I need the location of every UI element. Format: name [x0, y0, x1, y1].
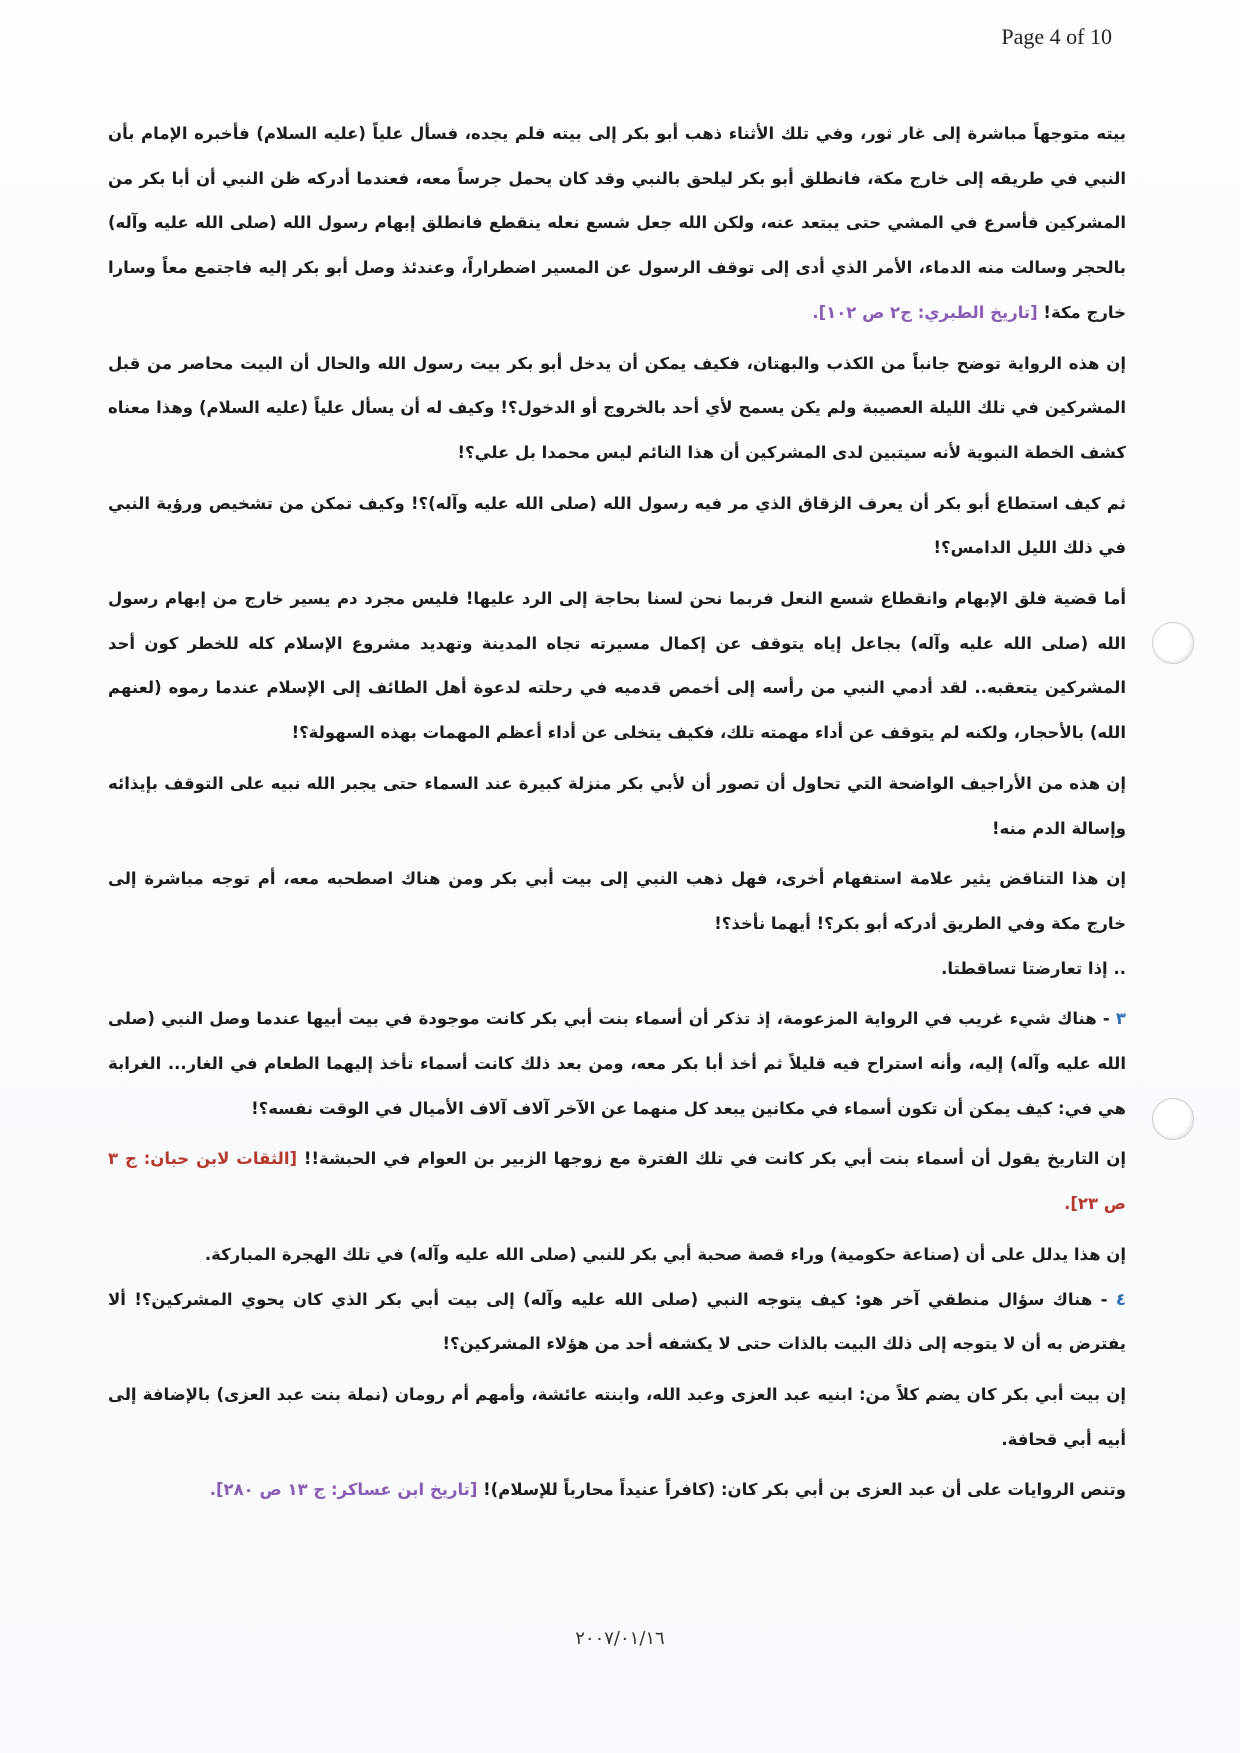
item-number: ٣ [1115, 1009, 1126, 1029]
paragraph-text: .. إذا تعارضتا تساقطتا. [941, 958, 1126, 978]
citation: [تاريخ ابن عساكر: ج ١٣ ص ٢٨٠]. [209, 1480, 478, 1500]
item-number: ٤ [1115, 1289, 1126, 1309]
punch-hole [1152, 1098, 1194, 1140]
paragraph [108, 1468, 1126, 1513]
paragraph-text: إن هذا التناقض يثير علامة استفهام أخرى، فهل ذهب النبي إلى بيت أبي بكر ومن هناك اصطحبه معه، أم توجه مباشرة إلى خارج مكة وفي الطريق أدركه أبو بكر؟! أيهما نأخذ؟! [108, 869, 1126, 933]
citation: [الثقات لابن حبان: ج ٣ ص ٢٣]. [108, 1149, 1126, 1214]
paragraph [108, 997, 1126, 1131]
paragraph-text: إن هذه من الأراجيف الواضحة التي تحاول أن تصور أن لأبي بكر منزلة كبيرة عند السماء حتى يجبر الله نبيه على التوقف بإيذائه وإسالة الدم منه! [108, 773, 1126, 838]
paragraph [108, 342, 1126, 476]
paragraph-text: أما قضية فلق الإبهام وانقطاع شسع النعل فربما نحن لسنا بحاجة إلى الرد عليها! فليس مجرد دم يسير خارج من إبهام رسول الله (صلى الله عليه وآله) بجاعل إياه يتوقف عن إكمال مسيرته تجاه المدينة وتهديد مشروع الإسلام كله للخطر كون أحد المشركين يتعقبه.. لقد أدمي النبي من رأسه إلى أخمص قدميه في رحلته لدعوة أهل الطائف إلى الإسلام عندما رموه (لعنهم الله) بالأحجار، ولكنه لم يتوقف عن أداء مهمته تلك، فكيف يتخلى عن أداء أعظم المهمات بهذه السهولة؟! [108, 589, 1126, 743]
paragraph [108, 112, 1126, 336]
paragraph [108, 762, 1126, 851]
paragraph [108, 1137, 1126, 1226]
paragraph-text: بيته متوجهاً مباشرة إلى غار ثور، وفي تلك الأثناء ذهب أبو بكر إلى بيته فلم يجده، فسأل علياً (عليه السلام) فأخبره الإمام بأن النبي في طريقه إلى خارج مكة، فانطلق أبو بكر ليلحق بالنبي وقد كان يحمل جرساً معه، فعندما أدركه ظن النبي أن أبا بكر من المشركين فأسرع في المشي حتى يبتعد عنه، ولكن الله جعل شسع نعله ينقطع فانطلق إبهام رسول الله (صلى الله عليه وآله) بالحجر وسالت منه الدماء، الأمر الذي أدى إلى توقف الرسول عن المسير اضطراراً، وعندئذ وصل أبو بكر إليه فاجتمع معاً وسارا خارج مكة! [108, 124, 1126, 322]
paragraph-text: وتنص الروايات على أن عبد العزى بن أبي بكر كان: (كافراً عنيداً محارباً للإسلام)! [483, 1480, 1126, 1500]
paragraph [108, 1373, 1126, 1462]
paragraph-text: إن هذا يدلل على أن (صناعة حكومية) وراء قصة صحبة أبي بكر للنبي (صلى الله عليه وآله) في تلك الهجرة المباركة. [204, 1244, 1126, 1264]
document-body [108, 112, 1126, 1519]
paragraph [108, 947, 1126, 992]
paragraph [108, 577, 1126, 756]
paragraph-text: ثم كيف استطاع أبو بكر أن يعرف الزقاق الذي مر فيه رسول الله (صلى الله عليه وآله)؟! وكيف تمكن من تشخيص ورؤية النبي في ذلك الليل الدامس؟! [108, 493, 1126, 558]
paragraph-text: - هناك شيء غريب في الرواية المزعومة، إذ تذكر أن أسماء بنت أبي بكر كانت موجودة في بيت أبيها عندما وصل النبي (صلى الله عليه وآله) إليه، وأنه استراح فيه قليلاً ثم أخذ أبا بكر معه، ومن بعد ذلك كانت أسماء تأخذ إليهما الطعام في الغار... الغرابة هي في: كيف يمكن أن تكون أسماء في مكانين يبعد كل منهما عن الآخر آلاف آلاف الأميال في الوقت نفسه؟! [108, 1009, 1126, 1118]
footer-date: ٢٠٠٧/٠١/١٦ [575, 1628, 665, 1649]
paragraph-text: إن التاريخ يقول أن أسماء بنت أبي بكر كانت في تلك الفترة مع زوجها الزبير بن العوام في الحبشة!! [303, 1149, 1127, 1169]
paragraph [108, 857, 1126, 946]
paragraph-text: إن بيت أبي بكر كان يضم كلاً من: ابنيه عبد العزى وعبد الله، وابنته عائشة، وأمهم أم رومان (نملة بنت عبد العزى) بالإضافة إلى أبيه أبي قحافة. [108, 1384, 1126, 1449]
paragraph-text: إن هذه الرواية توضح جانباً من الكذب والبهتان، فكيف يمكن أن يدخل أبو بكر بيت رسول الله والحال أن البيت محاصر من قبل المشركين في تلك الليلة العصيبة ولم يكن يسمح لأي أحد بالخروج أو الدخول؟! وكيف له أن يسأل علياً (عليه السلام) وهذا معناه كشف الخطة النبوية لأنه سيتبين لدى المشركين أن هذا النائم ليس محمدا بل علي؟! [108, 353, 1126, 462]
punch-hole [1152, 622, 1194, 664]
paragraph-text: - هناك سؤال منطقي آخر هو: كيف يتوجه النبي (صلى الله عليه وآله) إلى بيت أبي بكر الذي كان يحوي المشركين؟! ألا يفترض به أن لا يتوجه إلى ذلك البيت بالذات حتى لا يكشفه أحد من هؤلاء المشركين؟! [108, 1289, 1126, 1354]
paragraph [108, 482, 1126, 571]
page-number: Page 4 of 10 [1001, 24, 1112, 49]
paragraph [108, 1233, 1126, 1278]
citation: [تاريخ الطبري: ج٢ ص ١٠٢]. [812, 302, 1038, 322]
paragraph [108, 1278, 1126, 1367]
